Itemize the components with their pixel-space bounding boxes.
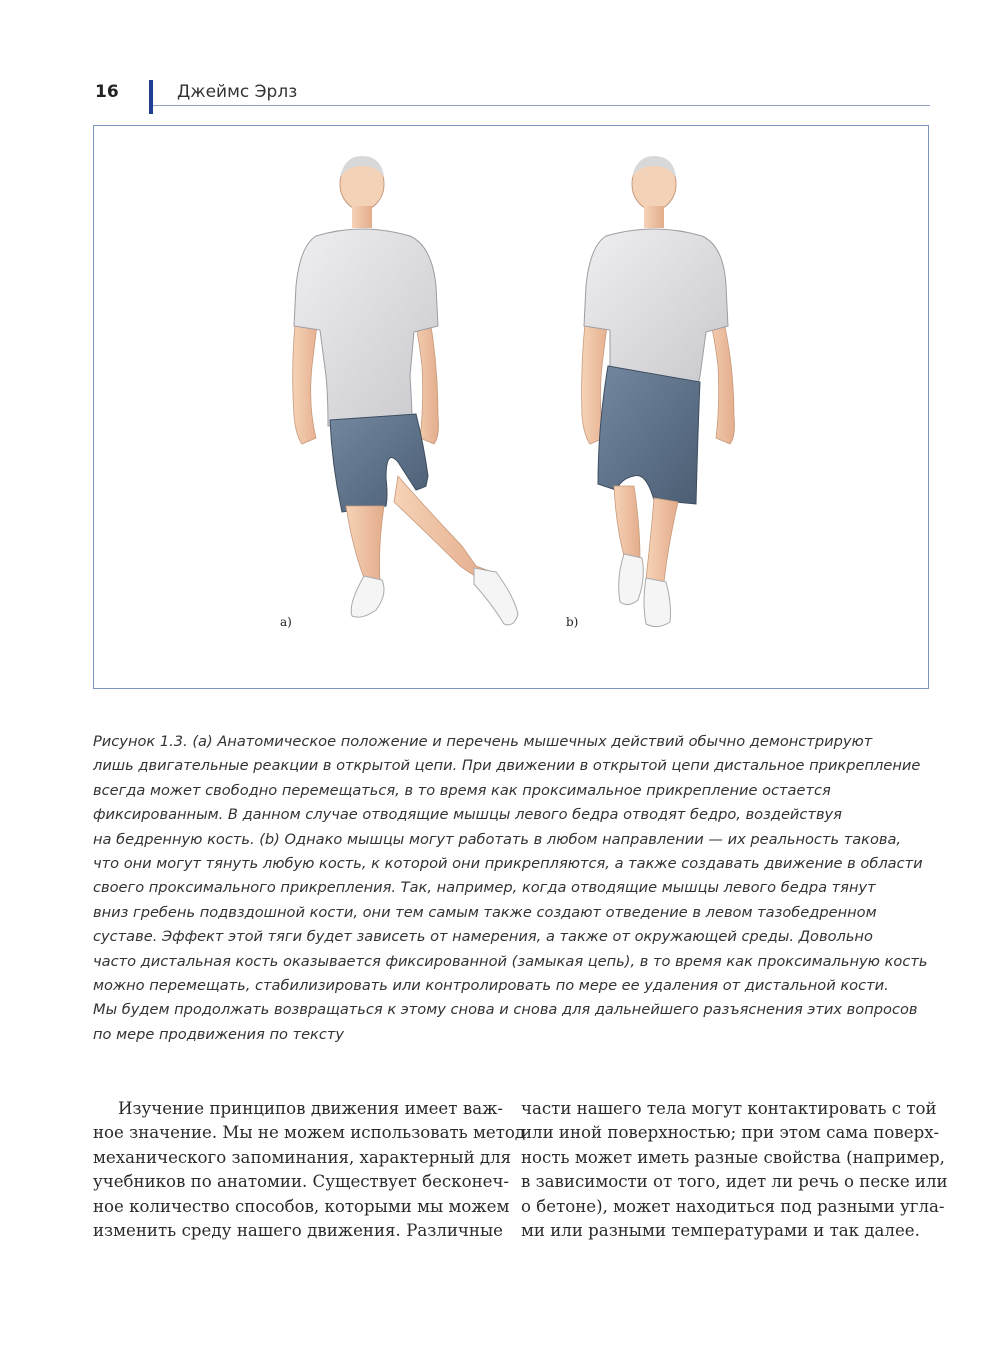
figure-a-person bbox=[293, 156, 518, 625]
page-number: 16 bbox=[95, 82, 119, 102]
page-header bbox=[93, 80, 930, 108]
figure-frame bbox=[93, 125, 929, 689]
body-line: Изучение принципов движения имеет важ- bbox=[118, 1099, 503, 1118]
caption-line: по мере продвижения по тексту bbox=[93, 1025, 345, 1043]
figure-caption bbox=[93, 730, 933, 1047]
caption-line: всегда может свободно перемещаться, в то время как проксимальное прикрепление остается bbox=[93, 781, 831, 799]
body-line: учебников по анатомии. Существует бесконеч- bbox=[93, 1172, 510, 1192]
caption-line: что они могут тянуть любую кость, к которой они прикрепляются, а также создавать движение в области bbox=[93, 855, 923, 873]
header-rule bbox=[153, 105, 930, 106]
caption-line: часто дистальная кость оказывается фиксированной (замыкая цепь), в то время как проксимальную кость bbox=[93, 952, 928, 970]
figure-illustration bbox=[94, 126, 930, 690]
header-accent-bar bbox=[149, 80, 153, 114]
body-line: ное значение. Мы не можем использовать метод bbox=[93, 1123, 526, 1143]
caption-line: своего проксимального прикрепления. Так, например, когда отводящие мышцы левого бедра тянут bbox=[93, 879, 876, 897]
panel-a-label: a) bbox=[280, 615, 292, 629]
panel-b-label: b) bbox=[566, 615, 579, 629]
caption-line: можно перемещать, стабилизировать или контролировать по мере ее удаления от дистальной кости. bbox=[93, 977, 889, 995]
body-line: части нашего тела могут контактировать с той bbox=[521, 1099, 937, 1118]
caption-line: на бедренную кость. (b) Однако мышцы могут работать в любом направлении — их реальность такова, bbox=[93, 830, 902, 848]
body-line: о бетоне), может находиться под разными угла- bbox=[521, 1196, 945, 1216]
body-line: ми или разными температурами и так далее. bbox=[521, 1221, 920, 1241]
body-column-right bbox=[521, 1097, 948, 1243]
body-line: ность может иметь разные свойства (например, bbox=[521, 1147, 945, 1167]
caption-line: суставе. Эффект этой тяги будет зависеть от намерения, а также от окружающей среды. Довольно bbox=[93, 928, 873, 946]
caption-line: Мы будем продолжать возвращаться к этому снова и снова для дальнейшего разъяснения этих вопросов bbox=[93, 1001, 918, 1019]
body-column-left bbox=[93, 1097, 526, 1243]
caption-line: фиксированным. В данном случае отводящие мышцы левого бедра отводят бедро, воздействуя bbox=[93, 806, 842, 824]
body-line: изменить среду нашего движения. Различные bbox=[93, 1221, 503, 1241]
body-line: или иной поверхностью; при этом сама поверх- bbox=[521, 1123, 940, 1143]
body-line: в зависимости от того, идет ли речь о песке или bbox=[521, 1172, 948, 1192]
body-line: ное количество способов, которыми мы можем bbox=[93, 1196, 510, 1216]
caption-line: Рисунок 1.3. (a) Анатомическое положение и перечень мышечных действий обычно демонстрируют bbox=[93, 733, 873, 750]
caption-line: лишь двигательные реакции в открытой цепи. При движении в открытой цепи дистальное прикрепление bbox=[93, 757, 921, 775]
running-head: Джеймс Эрлз bbox=[177, 82, 298, 102]
body-line: механического запоминания, характерный для bbox=[93, 1147, 512, 1167]
caption-line: вниз гребень подвздошной кости, они тем самым также создают отведение в левом тазобедренном bbox=[93, 903, 877, 921]
figure-b-person bbox=[582, 156, 735, 627]
